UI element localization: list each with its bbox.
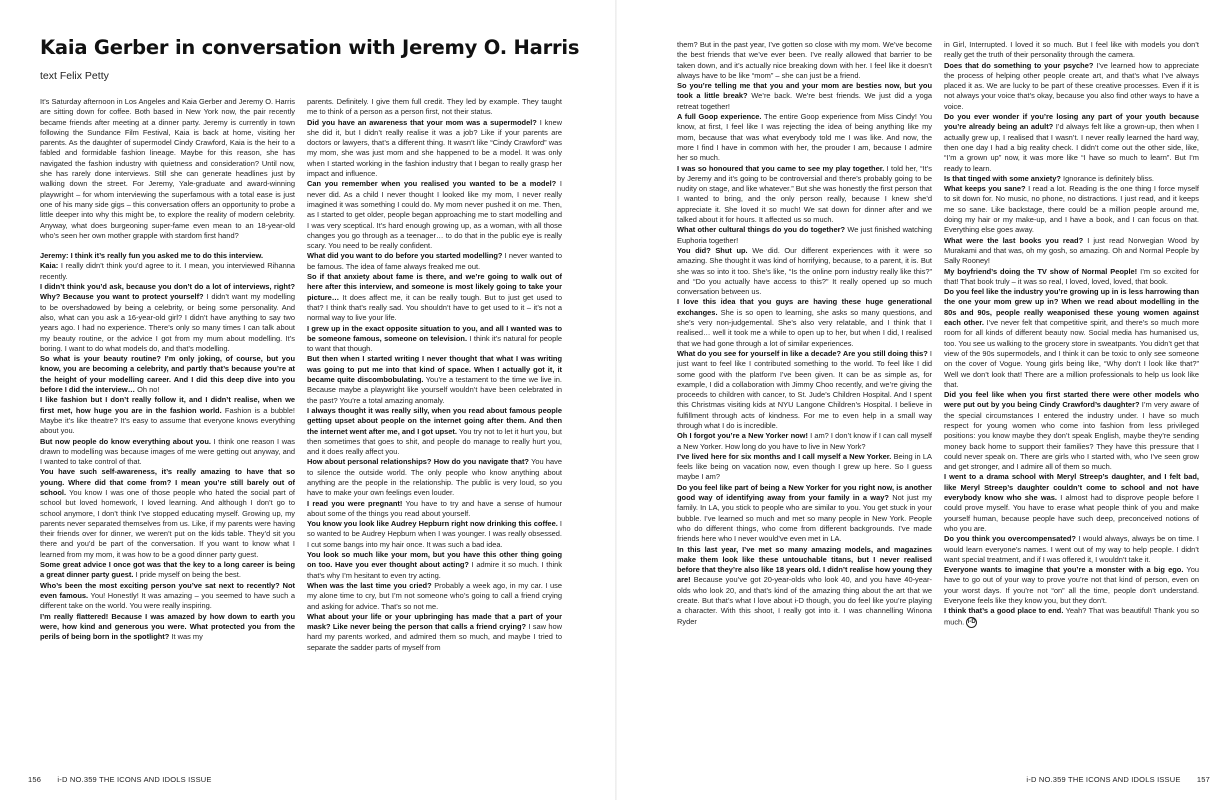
interview-question: So what is your beauty routine? I’m only joking, of course, but you know, you are becoming a celebrity, and partly that’s because you’re at the height of your modelling career. And I did this deep dive into you before I did the interview… (40, 354, 295, 395)
interview-question: When was the last time you cried? (307, 580, 432, 590)
article-paragraph (944, 606, 1199, 627)
interview-answer: I am? I don’t know if I can call myself a New Yorker. How long do you have to live in New York? (677, 431, 932, 451)
interview-question: What about your life or your upbringing has made that a part of your mask? Like never being the person that calls a friend crying? (307, 611, 562, 632)
interview-answer: I pride myself on being the best. (135, 570, 241, 580)
interview-answer: I really didn’t think you’d agree to it. I mean, you interviewed Rihanna recently. (40, 261, 295, 281)
article-paragraph (677, 164, 932, 226)
article-paragraph (677, 40, 932, 81)
interview-question: Kaia: (40, 261, 59, 271)
interview-answer: I saw how hard my parents worked, and admired them so much, and maybe I tried to separate the sadder parts of myself from (307, 622, 562, 652)
interview-question: Do you think you overcompensated? (944, 534, 1076, 544)
interview-answer: I so wanted to be Audrey Hepburn when I was younger. I was really obsessed. I cut some bangs into my hair once. It was such a bad idea. (307, 519, 562, 549)
interview-answer: I think it’s natural for people to want that though. (307, 333, 562, 354)
article-paragraph (677, 225, 932, 246)
interview-question: My boyfriend’s doing the TV show of Normal People! (944, 266, 1138, 276)
interview-answer: I just read Norwegian Wood by Murakami and that was, oh my gosh, so amazing. Oh and Normal People by Sally Rooney! (944, 235, 1199, 266)
article-paragraph (307, 179, 562, 251)
interview-answer: You! Honestly! It was amazing – you seemed to have such a different take on the world. You were really inspiring. (40, 590, 295, 611)
interview-question: Oh I forgot you’re a New Yorker now! (677, 431, 808, 441)
interview-question: Did you feel like when you first started there were other models who were put out by you being Cindy Crawford’s daughter? (944, 390, 1199, 410)
right-issue-line: i-D NO.359 THE ICONS AND IDOLS ISSUE (1026, 775, 1181, 784)
interview-answer: I read a lot. Reading is the one thing I force myself to sit down for. No music, no phone, no distractions. I just read, and it keeps me so sane. Like backstage, there could be a million people around me, doing my hair or my make-up, and I have a book, and I can focus on that. Everything else goes away. (944, 184, 1199, 235)
interview-answer: The entire Goop experience from Miss Cindy! You know, at first, I feel like I was rejecting the idea of being anything like my mom, because that was what everybody told me I was like. And now, the more I find I have in common with her, the prouder I am, because I admire her so much. (677, 112, 932, 163)
article-paragraph (307, 118, 562, 180)
article-paragraph (944, 287, 1199, 390)
interview-answer: We’re back. We’re best friends. We just did a yoga retreat together! (677, 91, 932, 111)
right-page (616, 0, 1232, 800)
article-paragraph (944, 112, 1199, 174)
article-paragraph (307, 251, 562, 272)
interview-answer: Oh no! (137, 385, 160, 395)
article-paragraph (677, 349, 932, 431)
text-column-3 (677, 40, 932, 765)
interview-question: I think that’s a good place to end. (944, 606, 1064, 616)
left-issue-line: i-D NO.359 THE ICONS AND IDOLS ISSUE (57, 775, 212, 784)
interview-answer: Being in LA feels like being on vacation now, even though I grew up here. So I guess maybe I am? (677, 451, 932, 482)
interview-question: You did? Shut up. (677, 245, 748, 255)
interview-answer: We did. Our different experiences with it were so amazing. She thought it was kind of horrifying, because, to a parent, it is. But she was so into it too. She’s like, “Is the online porn industry really like this?” and “Do you actually have access to this?” It really opened up so much conversation between us. (677, 245, 932, 297)
article-paragraph (307, 324, 562, 355)
article-paragraph (677, 452, 932, 483)
body-text: parents. Definitely. I give them full credit. They led by example. They taught me to think of a person as a person first, not their status. (307, 97, 562, 117)
article-paragraph (944, 390, 1199, 472)
interview-answer: Not just my family. In LA, you stick to people who are similar to you. You get stuck in your bubble. I’ve learned so much and met so many people in New York. People who do different things, who come from different backgrounds. I’ve made friends here who I never would’ve even met in LA. (677, 493, 932, 544)
interview-question: So if that anxiety about fame is there, and we’re going to walk out of here after this interview, and someone is most likely going to take your picture… (307, 272, 562, 302)
interview-question: What did you want to do before you started modelling? (307, 251, 503, 261)
interview-question: Do you feel like part of being a New Yorker for you right now, is another good way of identifying away from your family in a way? (677, 482, 932, 503)
interview-question: Did you have an awareness that your mom was a supermodel? (307, 117, 537, 127)
interview-answer: You know I was one of those people who hated the social part of school but loved homework, I loved learning. And although I don’t go to school anymore, I don’t think I’ve stopped educating myself. Growing up, my parents never separated themselves from us. Like, if my parents were having their friends over for dinner, we weren’t put on the kids table. They’d sit you there and you’d be part of the conversation. If you want to know what I learned from my mom, it was how to be a good dinner party guest. (40, 487, 295, 559)
interview-question: I was so honoured that you came to see my play together. (677, 163, 885, 173)
interview-question: I love this idea that you guys are having these huge generational exchanges. (677, 297, 932, 317)
interview-answer: I almost had to disprove people before I could prove myself. You have to erase what people think of you and make yourself human, because people have such deep, preconceived notions of who you are. (944, 493, 1199, 533)
interview-question: I grew up in the exact opposite situation to you, and all I wanted was to be someone famous, someone on television. (307, 323, 562, 343)
interview-question: Does that do something to your psyche? (944, 60, 1094, 70)
interview-question: I didn’t think you’d ask, because you don’t do a lot of interviews, right? Why? Because you want to protect yourself? (40, 282, 295, 302)
article-paragraph (40, 467, 295, 560)
text-column-2 (307, 97, 562, 765)
article-paragraph (307, 457, 562, 498)
article-paragraph (307, 354, 562, 405)
body-text: them? But in the past year, I’ve gotten so close with my mom. We’ve become the best friends that we’ve ever been. I’ve really allowed that barrier to be taken down, and it’s actually nice breaking down with her. I feel like it doesn’t always have to be like “mom” – she can just be a friend. (677, 40, 932, 80)
right-page-number: 157 (1196, 775, 1210, 784)
interview-answer: I never wanted to be famous. The idea of fame always freaked me out. (307, 251, 562, 271)
interview-question: Is that tinged with some anxiety? (944, 173, 1061, 183)
interview-question: So you’re telling me that you and your mom are besties now, but you took a little break? (677, 81, 932, 101)
article-paragraph (307, 272, 562, 323)
interview-answer: It was my (171, 632, 203, 642)
interview-answer: You have to try and have a sense of humour about some of the things you read about yourself. (307, 498, 562, 518)
interview-answer: I admire it so much. I think that’s why I’m hesitant to even try acting. (307, 560, 562, 580)
article-paragraph (677, 112, 932, 163)
article-paragraph (307, 581, 562, 612)
article-title: Kaia Gerber in conversation with Jeremy O. Harris (40, 36, 580, 59)
interview-question: Everyone wants to imagine that you’re a monster with a big ego. (944, 565, 1184, 575)
article-paragraph (307, 550, 562, 581)
interview-answer: Ignorance is definitely bliss. (1063, 173, 1154, 183)
interview-answer: I told her, “It’s by Jeremy and it’s going to be controversial and there’s probably going to be nudity on stage, and like whatever.” But she was honestly the first person that I wanted to bring, and the only person really, because I knew she’d appreciate it. She loved it so much! We sat down for dinner after and we talked about it for hours. It affected us so much. (677, 163, 932, 225)
interview-question: You look so much like your mom, but you have this other thing going on too. Have you ever thought about acting? (307, 550, 562, 570)
interview-question: What keeps you sane? (944, 184, 1026, 194)
right-folio (1026, 775, 1210, 784)
interview-answer: I’m so excited for that! That book truly – it was so real, I loved, loved, loved, that book. (944, 266, 1199, 286)
interview-question: I’ve lived here for six months and I call myself a New Yorker. (677, 451, 892, 461)
article-paragraph (944, 565, 1199, 606)
interview-question: I read you were pregnant! (307, 498, 403, 508)
left-folio (28, 775, 212, 784)
interview-question: I always thought it was really silly, when you read about famous people getting upset about people on the internet going after them. And then the internet went after me, and I got upset. (307, 405, 562, 436)
interview-question: But now people do know everything about you. (40, 436, 211, 446)
interview-question: What other cultural things do you do together? (677, 225, 846, 235)
interview-question: What were the last books you read? (944, 235, 1084, 245)
interview-question: You know you look like Audrey Hepburn right now drinking this coffee. (307, 519, 558, 529)
interview-question: Some great advice I once got was that the key to a long career is being a great dinner party guest. (40, 560, 295, 580)
article-paragraph (677, 246, 932, 297)
article-paragraph (40, 560, 295, 581)
interview-answer: Yeah? That was beautiful! Thank you so much. (944, 606, 1199, 627)
article-paragraph (40, 282, 295, 354)
article-paragraph (944, 184, 1199, 235)
article-paragraph (677, 545, 932, 627)
interview-answer: I think one reason I was drawn to modelling was because images of me were getting out anyway, and I wanted to take control of that. (40, 436, 295, 467)
interview-question: You have such self-awareness, it’s really amazing to have that so young. Where did that come from? I mean you’re still barely out of school. (40, 467, 295, 497)
article-paragraph (307, 97, 562, 118)
interview-question: Who’s been the most exciting person you’ve sat next to recently? Not even famous. (40, 580, 295, 600)
interview-answer: You try not to let it hurt you, but then sometimes that goes to shit, and people do manage to really hurt you, and it does really affect you. (307, 426, 562, 457)
interview-answer: I’ve learned how to appreciate the process of helping other people create art, and that’s what I’ve always placed it as. We are lucky to be part of these creative processes. Even if it is not always your voice that’s okay, because you also find other ways to have a voice. (944, 60, 1199, 111)
interview-question: Do you feel like the industry you’re growing up in is less harrowing than the one your mom grew up in? When we read about modelling in the 80s and 90s, people really weaponised these young women against each other. (944, 287, 1199, 328)
article-paragraph (944, 534, 1199, 565)
interview-question: What do you see for yourself in like a decade? Are you still doing this? (677, 348, 928, 358)
article-paragraph (307, 406, 562, 457)
text-column-4 (944, 40, 1199, 765)
interview-question: Do you ever wonder if you’re losing any part of your youth because you’re already being an adult? (944, 112, 1199, 132)
article-paragraph (307, 499, 562, 520)
interview-answer: I just want to feel like I contributed something to the world. To feel like I did some good with the platform I’ve been given. It can be as simple as, for example, I did a collaboration with Jimmy Choo recently, and we’re giving the proceeds to children with cancer, to St. Jude’s Children Hospital. And I spent this Christmas visiting kids at NYU Langone Children’s Hospital. I believe in fulfillment through acts of kindness. For me to even help in a small way through what I do is incredible. (677, 348, 932, 430)
interview-question: Jeremy: I think it’s really fun you asked me to do this interview. (40, 251, 264, 261)
article-paragraph (40, 354, 295, 395)
article-paragraph (944, 61, 1199, 112)
interview-question: In this last year, I’ve met so many amazing models, and magazines make them look like these untouchable titans, but I never realised before that they’re also like 18 years old. I didn’t realise how young they are! (677, 544, 932, 585)
interview-answer: We just finished watching Euphoria together! (677, 225, 932, 245)
article-paragraph (307, 612, 562, 653)
interview-answer: You’re a testament to the time we live in. Because maybe a playwright like yourself wouldn’t have been celebrated in the past? You’re a total amazing anomaly. (307, 375, 562, 405)
article-paragraph (677, 81, 932, 112)
interview-question: Can you remember when you realised you wanted to be a model? (307, 179, 557, 189)
article-paragraph (40, 261, 295, 282)
article-paragraph (677, 431, 932, 452)
article-paragraph (40, 581, 295, 612)
interview-answer: I’ve never felt that competitive spirit, and there’s so much more room for all kinds of different beauty now. Social media has humanised us, too. You see us walking to the grocery store in sweatpants. You didn’t get that view of the 90s supermodels, and I think it can be toxic to only see someone on the cover of Vogue. Young girls being like, “Why don’t I look like that?” Well we don’t look that! There are a million professionals to help us look like that. (944, 318, 1199, 389)
interview-answer: Because you’ve got 20-year-olds who look 40, and you have 40-year-olds who look 20, and that’s kind of the amazing thing about the art that we create. But that’s what I love about i-D though, you do feel like you’re playing a character. With this shoot, I really got into it. I was channelling Winona Ryder (677, 575, 932, 626)
article-paragraph (944, 236, 1199, 267)
article-paragraph (40, 612, 295, 643)
article-paragraph (40, 97, 295, 241)
interview-answer: She is so open to learning, she asks so many questions, and she’s very non-judgemental. She’s also very relatable, and I think that I realised… well it took me a while to open up to her, but when I did, I realised that we had gone through a lot of similar experiences. (677, 307, 932, 348)
interview-answer: I would always, always be on time. I would learn everyone’s names. I went out of my way to help people. I didn’t want special treatment, and if I was offered it, I wouldn’t take it. (944, 534, 1199, 564)
article-paragraph (944, 472, 1199, 534)
end-mark-logo: i-D (966, 617, 977, 628)
body-text: in Girl, Interrupted. I loved it so much. But I feel like with models you don’t really get the truth of their personality through the camera. (944, 40, 1199, 60)
body-text: It’s Saturday afternoon in Los Angeles and Kaia Gerber and Jeremy O. Harris are sitting down for coffee. Both based in New York now, the pair recently became friends after meeting at a dinner party. Jeremy is currently in town following the Sundance Film Festival, Kaia is back at home, visiting her parents. As the daughter of supermodel Cindy Crawford, Kaia is the heir to a fabled and formidable fashion lineage. Maybe for this reason, she has navigated the fashion industry with quietness and consideration? Until now, she has rarely done interviews. Still she can generate headlines just by walking down the street. For Jeremy, Yale-graduate and award-winning playwright – for whom interviewing the superfamous with a total ease is just one of his many side gigs – this conversation offers an opportunity to probe a little deeper into why this might be, to explore the reality of modern celebrity. Anyway, what does burgeoning super-fame even mean to an 18-year-old who’s seen her own mother grapple with stardom first hand? (40, 97, 295, 240)
article-paragraph (677, 483, 932, 545)
interview-answer: Fashion is a bubble! Maybe it’s like theatre? It’s easy to assume that everyone knows everything about you. (40, 405, 295, 436)
interview-answer: You have to go out of your way to prove you’re not that kind of person, even on your worst days. If you’re not “on” all the time, people don’t understand. Everyone feels like they know you, but they don’t. (944, 565, 1199, 606)
interview-answer: Probably a week ago, in my car. I use my alone time to cry, but I’m not someone who’s going to call a friend crying and asking for advice. That’s so not me. (307, 580, 562, 611)
article-paragraph (40, 251, 295, 261)
interview-answer: I didn’t want my modelling to be overshadowed by being a celebrity, or being some personality. And also, what can you ask a 16-year-old girl? I didn’t have anything to say two years ago. I had no experience. There’s only so many times I can talk about my beauty routine, or the advice I got from my mum about modelling. It’s boring. I want to do what models do, and that’s modelling. (40, 292, 295, 353)
interview-question: But then when I started writing I never thought that what I was writing was going to put me into that kind of space. When I actually got it, it became quite discombobulating. (307, 354, 562, 385)
interview-question: I’m really flattered! Because I was amazed by how down to earth you were, how kind and generous you were. What protected you from the perils of being born in the spotlight? (40, 611, 295, 642)
interview-answer: I never did. As a child I never thought I looked like my mom, I never really imagined it was something I could do. My mom never pushed it on me. Then, as I started to get older, people began approaching me to start modelling and I was very sceptical. It’s hard enough growing up, as a woman, with all those changes you go through as a teenager… to do that in the public eye is really scary. You need to be really confident. (307, 179, 562, 251)
article-paragraph (307, 519, 562, 550)
article-paragraph (944, 40, 1199, 61)
interview-answer: I’d always felt like a grown-up, then when I actually grew up, I realised that I wasn’t. I never really learned the hard way, then one day I had a big reality check. I didn’t come out the other side, like, “I’m a grown up” now, it was more like “I have so much to learn”. But I’m ready to learn. (944, 122, 1199, 173)
article-paragraph (677, 297, 932, 348)
text-column-1 (40, 97, 295, 765)
left-page-number: 156 (28, 775, 42, 784)
article-paragraph (944, 267, 1199, 288)
interview-answer: I’m very aware of the special circumstances I entered the industry under. I have so much respect for young women who come into fashion from less privileged positions: you know maybe they don’t speak English, maybe they’re sending money back home to support their families? They have this pressure that I could never speak on. There are girls who I started with, who I’ve seen grow and get stronger, and I admire all of them so much. (944, 400, 1199, 472)
interview-question: I like fashion but I don’t really follow it, and I didn’t realise, when we first met, how huge you are in the fashion world. (40, 395, 295, 415)
article-byline: text Felix Petty (40, 70, 109, 82)
interview-answer: I knew she did it, but I didn’t really realise it was a job? Like if your parents are doctors or lawyers, that’s a different thing. It wasn’t like “Cindy Crawford” was my mom, she was just mom and she happened to be a model. It was only when I started working in the fashion industry that I began to really grasp her impact and influence. (307, 117, 562, 179)
interview-answer: It does affect me, it can be really tough. But to just get used to that? I think that’s really sad. You shouldn’t have to get used to it – it’s not a normal way to live your life. (307, 292, 562, 323)
article-paragraph (944, 174, 1199, 184)
interview-answer: You have to silence the outside world. The only people who know anything about anything are the people in the relationship. The public is very loud, so you have to make your own feelings even louder. (307, 457, 562, 498)
article-paragraph (40, 395, 295, 436)
interview-question: How about personal relationships? How do you navigate that? (307, 457, 529, 467)
interview-question: I went to a drama school with Meryl Streep’s daughter, and I felt bad, like Meryl Streep’s daughter couldn’t come to school and not have everybody know who she was. (944, 472, 1199, 503)
interview-question: A full Goop experience. (677, 112, 762, 122)
article-paragraph (40, 437, 295, 468)
